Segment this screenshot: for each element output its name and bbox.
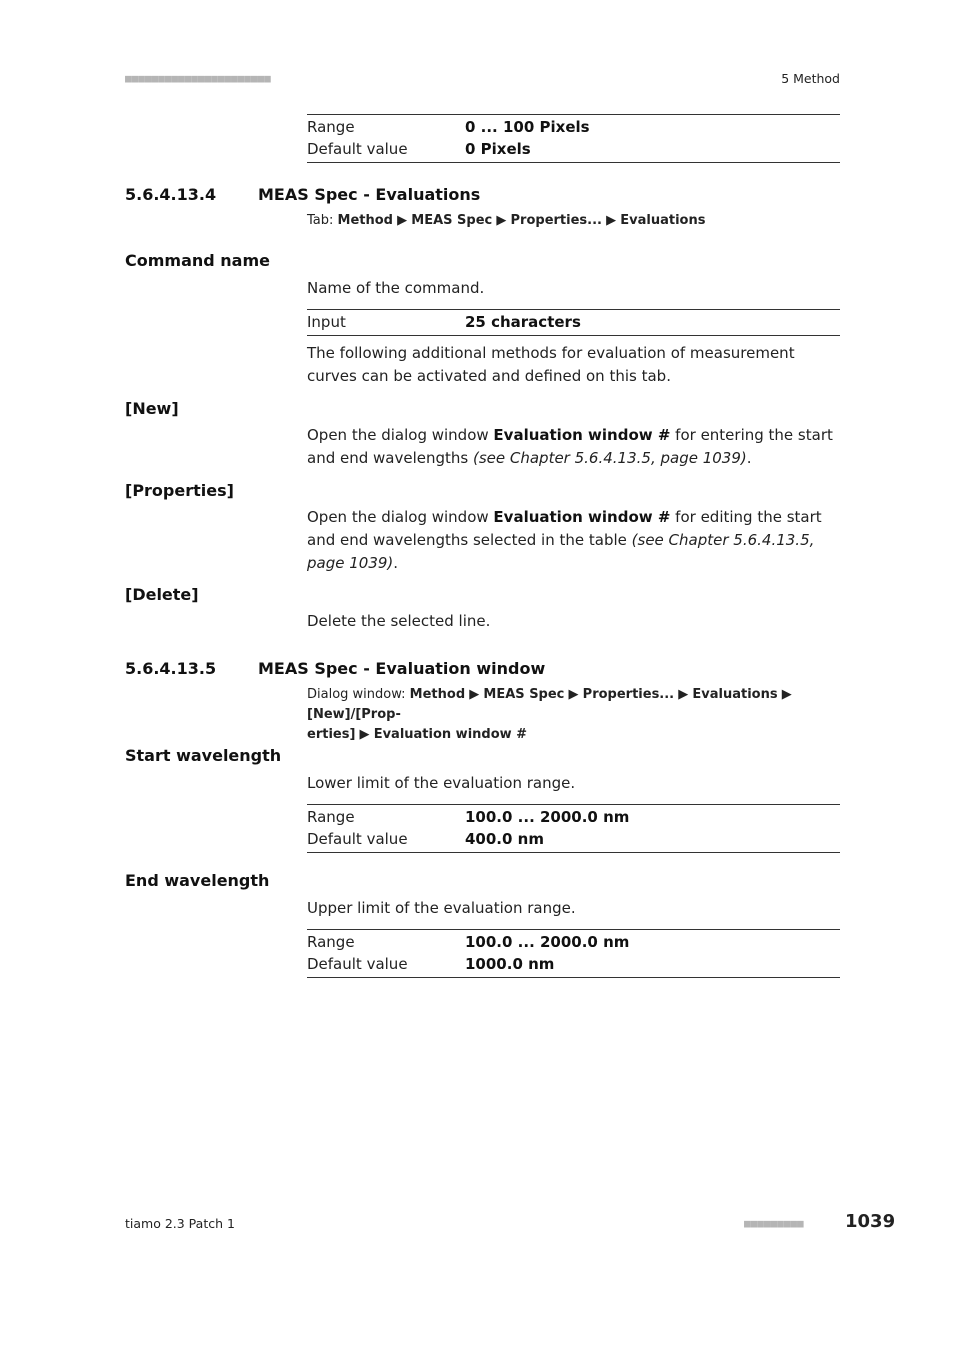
footer-product: tiamo 2.3 Patch 1 bbox=[125, 1216, 235, 1231]
table-row bbox=[307, 116, 840, 138]
arrow-icon: ▶ bbox=[397, 213, 408, 228]
path-prefix: Dialog window: bbox=[307, 687, 406, 702]
path-step: Evaluations bbox=[692, 687, 778, 702]
table-row bbox=[307, 931, 840, 953]
arrow-icon: ▶ bbox=[678, 687, 689, 702]
header-chapter: 5 Method bbox=[781, 71, 840, 86]
table-value: 100.0 ... 2000.0 nm bbox=[465, 933, 630, 951]
dialog-path bbox=[307, 685, 842, 745]
path-step: erties] bbox=[307, 727, 356, 742]
path-prefix: Tab: bbox=[307, 213, 334, 228]
section-number: 5.6.4.13.5 bbox=[125, 659, 217, 678]
header-decoration: ■■■■■■■■■■■■■■■■■■■■■■ bbox=[125, 72, 271, 85]
table-value: 400.0 nm bbox=[465, 830, 544, 848]
section-number: 5.6.4.13.4 bbox=[125, 185, 217, 204]
arrow-icon: ▶ bbox=[606, 213, 617, 228]
pixels-parameter-table bbox=[307, 114, 840, 163]
properties-button-label: [Properties] bbox=[125, 481, 234, 500]
table-key: Range bbox=[307, 808, 355, 826]
table-value: 100.0 ... 2000.0 nm bbox=[465, 808, 630, 826]
end-wavelength-table bbox=[307, 929, 840, 978]
chapter-reference[interactable]: (see Chapter 5.6.4.13.5, page 1039) bbox=[472, 449, 747, 467]
table-value: 0 ... 100 Pixels bbox=[465, 118, 590, 136]
table-row bbox=[307, 828, 840, 850]
page-number: 1039 bbox=[845, 1211, 896, 1232]
path-step: Evaluation window # bbox=[373, 727, 528, 742]
path-step: Evaluations bbox=[620, 213, 706, 228]
path-step: MEAS Spec bbox=[411, 213, 493, 228]
command-name-label: Command name bbox=[125, 251, 270, 270]
table-key: Range bbox=[307, 118, 355, 136]
table-key: Default value bbox=[307, 140, 408, 158]
table-key: Default value bbox=[307, 955, 408, 973]
table-value: 1000.0 nm bbox=[465, 955, 555, 973]
arrow-icon: ▶ bbox=[496, 213, 507, 228]
table-value: 25 characters bbox=[465, 313, 581, 331]
footer-decoration: ■■■■■■■■■ bbox=[744, 1217, 804, 1230]
table-key: Range bbox=[307, 933, 355, 951]
start-wavelength-desc: Lower limit of the evaluation range. bbox=[307, 774, 576, 792]
new-desc: Open the dialog window Evaluation window # for entering the start and end wavelengths (see Chapter 5.6.4.13.5, page 1039). bbox=[307, 426, 833, 467]
arrow-icon: ▶ bbox=[568, 687, 579, 702]
section-heading-evaluation-window bbox=[125, 659, 545, 678]
properties-desc: Open the dialog window Evaluation window # for editing the start and end wavelengths selected in the table (see Chapter 5.6.4.13.5, page 1039). bbox=[307, 508, 822, 572]
arrow-icon: ▶ bbox=[359, 727, 370, 742]
command-input-table bbox=[307, 309, 840, 336]
command-name-desc: Name of the command. bbox=[307, 279, 485, 297]
path-step: Method bbox=[409, 687, 466, 702]
delete-desc: Delete the selected line. bbox=[307, 612, 491, 630]
path-step: Properties... bbox=[582, 687, 675, 702]
delete-button-label: [Delete] bbox=[125, 585, 199, 604]
section-heading-evaluations bbox=[125, 185, 480, 204]
table-row bbox=[307, 953, 840, 975]
table-row bbox=[307, 138, 840, 160]
dialog-name: Evaluation window # bbox=[493, 508, 671, 526]
path-step: Method bbox=[337, 213, 393, 228]
table-value: 0 Pixels bbox=[465, 140, 531, 158]
evaluations-intro: The following additional methods for evaluation of measurement curves can be activated and defined on this tab. bbox=[307, 344, 795, 385]
path-step: MEAS Spec bbox=[483, 687, 565, 702]
new-button-label: [New] bbox=[125, 399, 179, 418]
section-title: MEAS Spec - Evaluations bbox=[258, 185, 481, 204]
table-key: Default value bbox=[307, 830, 408, 848]
arrow-icon: ▶ bbox=[781, 687, 792, 702]
table-key: Input bbox=[307, 313, 346, 331]
table-row bbox=[307, 311, 840, 333]
end-wavelength-label: End wavelength bbox=[125, 871, 270, 890]
tab-path bbox=[307, 211, 842, 231]
end-wavelength-desc: Upper limit of the evaluation range. bbox=[307, 899, 576, 917]
start-wavelength-table bbox=[307, 804, 840, 853]
chapter-reference[interactable]: (see Chapter 5.6.4.13.5, page 1039) bbox=[307, 531, 815, 572]
start-wavelength-label: Start wavelength bbox=[125, 746, 282, 765]
arrow-icon: ▶ bbox=[469, 687, 480, 702]
section-title: MEAS Spec - Evaluation window bbox=[258, 659, 546, 678]
path-step: Properties... bbox=[510, 213, 602, 228]
table-row bbox=[307, 806, 840, 828]
dialog-name: Evaluation window # bbox=[493, 426, 671, 444]
path-step: [New]/[Prop- bbox=[307, 707, 401, 722]
